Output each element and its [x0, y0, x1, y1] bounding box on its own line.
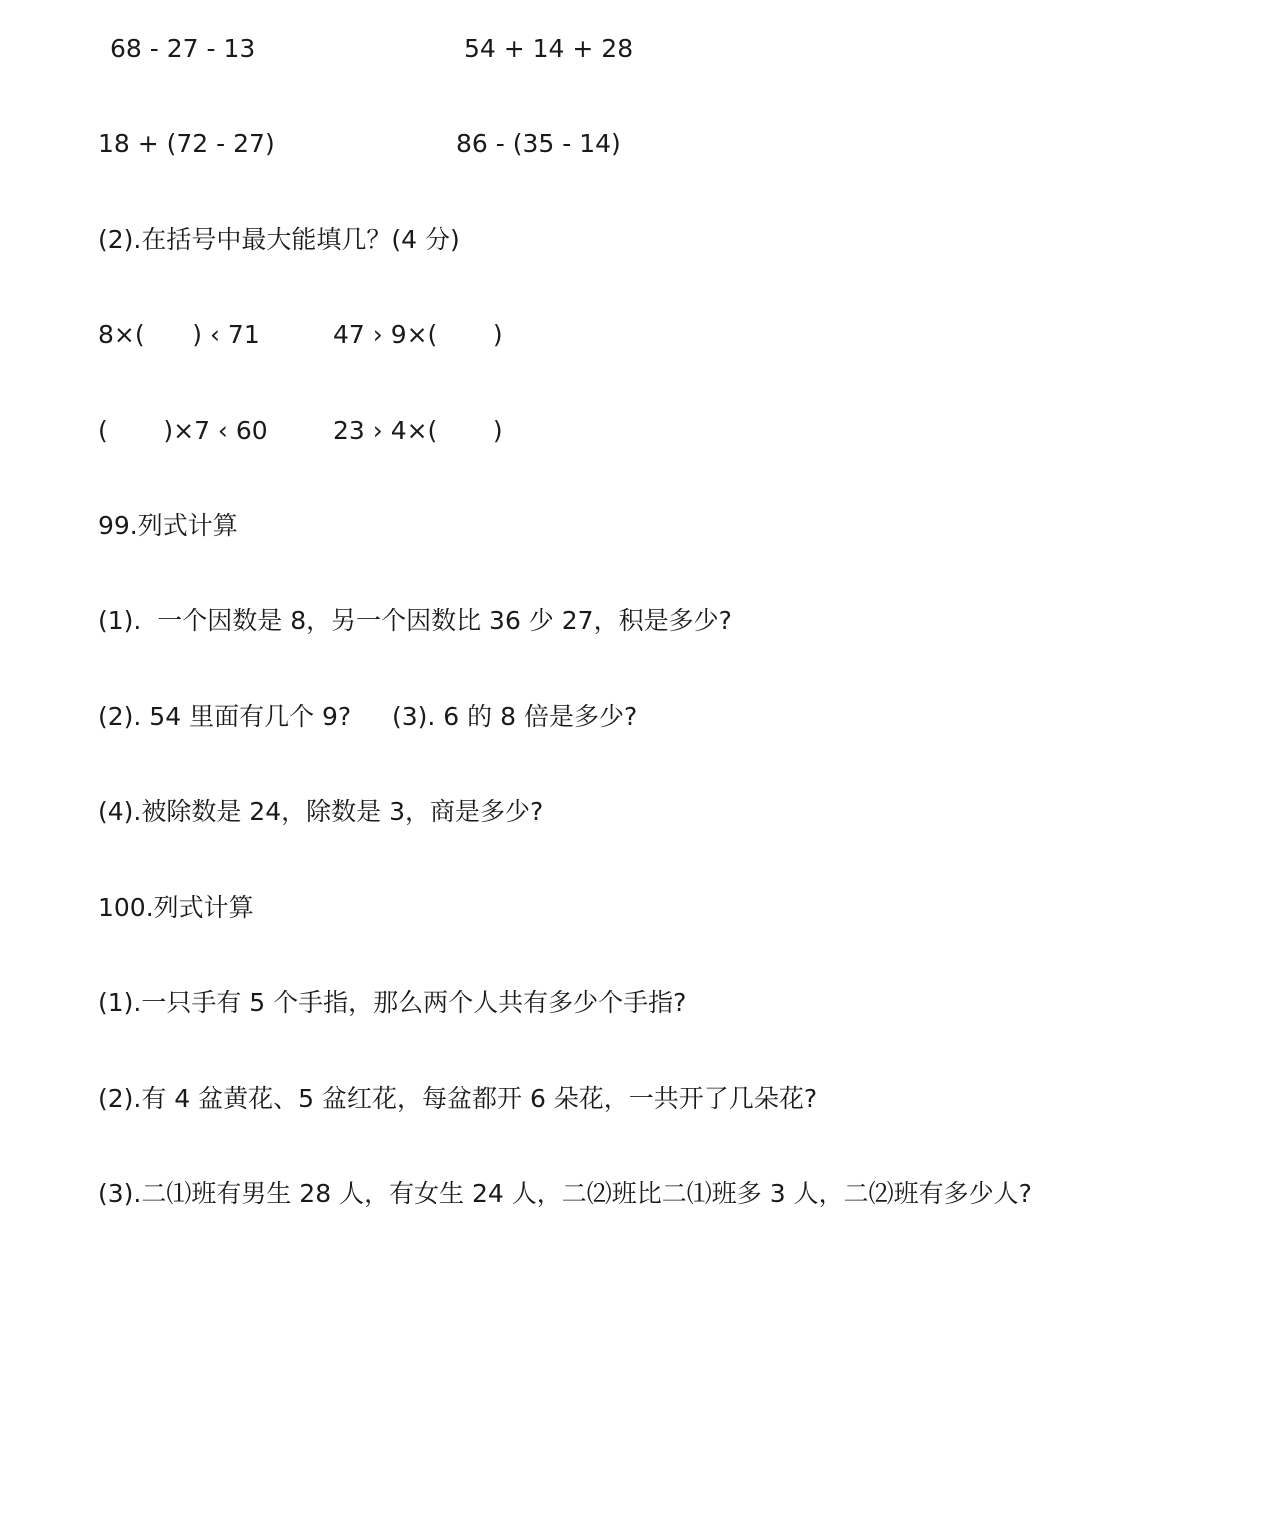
q99-title: 99.列式计算: [98, 511, 238, 540]
q100-title: 100.列式计算: [98, 893, 254, 922]
q100-item-1: (1).一只手有 5 个手指，那么两个人共有多少个手指?: [98, 988, 687, 1017]
expression-54-14-28: 54 + 14 + 28: [464, 34, 634, 63]
q99-item-3: (3). 6 的 8 倍是多少?: [392, 702, 638, 731]
fill-item-47: 47 › 9×( ): [333, 320, 503, 349]
fill-section-title: (2).在括号中最大能填几？(4 分): [98, 225, 460, 254]
expression-86-minus-paren: 86 - (35 - 14): [456, 129, 621, 158]
fill-item-8x: 8×( ) ‹ 71: [98, 320, 260, 349]
q99-item-2: (2). 54 里面有几个 9?: [98, 702, 352, 731]
fill-item-x7: ( )×7 ‹ 60: [98, 416, 268, 445]
q100-item-3: (3).二⑴班有男生 28 人，有女生 24 人，二⑵班比二⑴班多 3 人，二⑵班有多少人?: [98, 1179, 1032, 1208]
q99-item-1: (1). 一个因数是 8，另一个因数比 36 少 27，积是多少?: [98, 606, 732, 635]
fill-item-23: 23 › 4×( ): [333, 416, 503, 445]
q100-item-2: (2).有 4 盆黄花、5 盆红花，每盆都开 6 朵花，一共开了几朵花?: [98, 1084, 818, 1113]
expression-68-27-13: 68 - 27 - 13: [110, 34, 256, 63]
q99-item-4: (4).被除数是 24，除数是 3，商是多少?: [98, 797, 544, 826]
expression-18-plus-paren: 18 + (72 - 27): [98, 129, 275, 158]
